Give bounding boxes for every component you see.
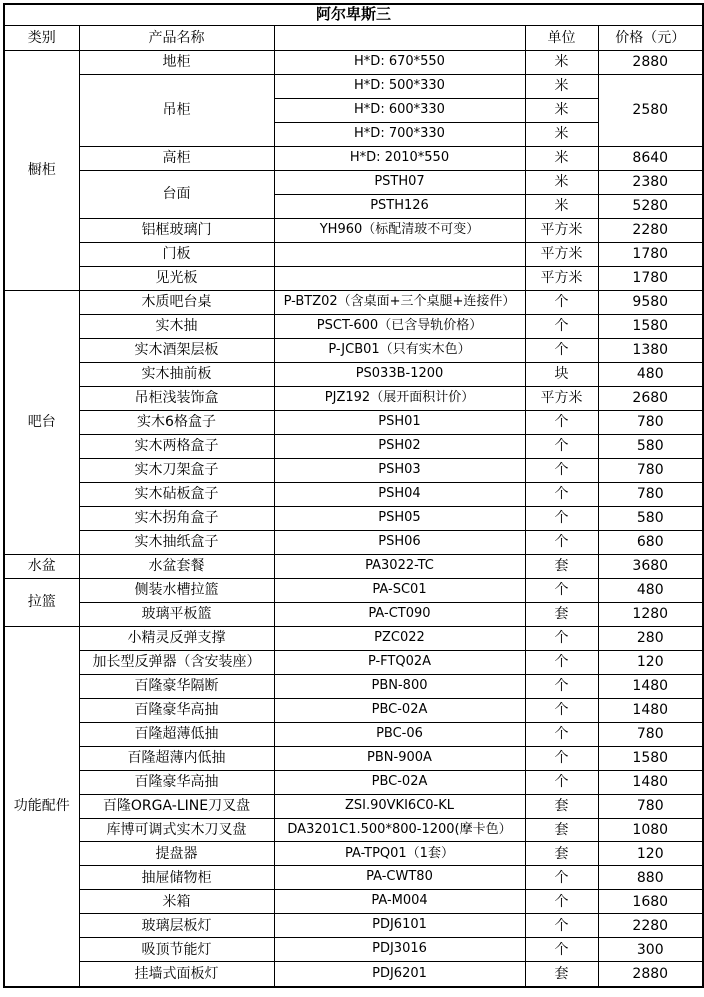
table-row <box>4 770 703 794</box>
unit-cell: 米 <box>525 74 598 98</box>
unit-cell: 个 <box>525 290 598 314</box>
table-row <box>4 746 703 770</box>
price-table-body <box>4 4 703 987</box>
product-cell: 百隆豪华高抽 <box>79 770 274 794</box>
table-row <box>4 434 703 458</box>
price-cell: 880 <box>598 866 703 890</box>
category-cell: 吧台 <box>4 290 79 554</box>
product-cell: 百隆超薄低抽 <box>79 722 274 746</box>
price-cell: 2680 <box>598 386 703 410</box>
price-sheet <box>3 3 704 988</box>
unit-cell: 个 <box>525 578 598 602</box>
spec-cell: ZSI.90VKI6C0-KL <box>274 794 525 818</box>
product-cell: 吊柜浅装饰盒 <box>79 386 274 410</box>
price-cell: 2580 <box>598 74 703 146</box>
spec-cell: PA3022-TC <box>274 554 525 578</box>
spec-cell: PBN-900A <box>274 746 525 770</box>
category-cell: 拉篮 <box>4 578 79 626</box>
unit-cell: 平方米 <box>525 386 598 410</box>
product-cell: 小精灵反弹支撑 <box>79 626 274 650</box>
unit-cell: 米 <box>525 194 598 218</box>
table-row <box>4 266 703 290</box>
unit-cell: 个 <box>525 458 598 482</box>
table-row <box>4 650 703 674</box>
product-cell: 实木抽纸盒子 <box>79 530 274 554</box>
table-row <box>4 410 703 434</box>
table-row <box>4 914 703 938</box>
price-cell: 2280 <box>598 914 703 938</box>
price-cell: 580 <box>598 506 703 530</box>
price-cell: 9580 <box>598 290 703 314</box>
product-cell: 实木酒架层板 <box>79 338 274 362</box>
price-cell: 780 <box>598 722 703 746</box>
price-cell: 480 <box>598 362 703 386</box>
unit-cell: 个 <box>525 866 598 890</box>
unit-cell: 块 <box>525 362 598 386</box>
product-cell: 水盆套餐 <box>79 554 274 578</box>
table-row <box>4 962 703 987</box>
spec-cell: PSH04 <box>274 482 525 506</box>
product-cell: 实木抽 <box>79 314 274 338</box>
table-row <box>4 530 703 554</box>
spec-cell: PS033B-1200 <box>274 362 525 386</box>
table-row <box>4 578 703 602</box>
unit-cell: 个 <box>525 506 598 530</box>
table-row <box>4 506 703 530</box>
unit-cell: 米 <box>525 122 598 146</box>
price-cell: 1480 <box>598 674 703 698</box>
table-row <box>4 362 703 386</box>
product-cell: 加长型反弹器（含安装座） <box>79 650 274 674</box>
unit-cell: 个 <box>525 410 598 434</box>
category-cell: 橱柜 <box>4 51 79 291</box>
unit-cell: 个 <box>525 698 598 722</box>
table-row <box>4 818 703 842</box>
unit-cell: 个 <box>525 314 598 338</box>
spec-cell: PSTH126 <box>274 194 525 218</box>
spec-cell: PSH02 <box>274 434 525 458</box>
product-cell: 铝框玻璃门 <box>79 218 274 242</box>
spec-cell: PA-CWT80 <box>274 866 525 890</box>
category-cell: 水盆 <box>4 554 79 578</box>
table-row <box>4 482 703 506</box>
spec-cell: PA-TPQ01（1套） <box>274 842 525 866</box>
header-unit: 单位 <box>525 26 598 51</box>
table-row <box>4 938 703 962</box>
price-cell: 1580 <box>598 314 703 338</box>
spec-cell <box>274 266 525 290</box>
unit-cell: 套 <box>525 554 598 578</box>
product-cell: 实木刀架盒子 <box>79 458 274 482</box>
unit-cell: 个 <box>525 770 598 794</box>
unit-cell: 个 <box>525 722 598 746</box>
table-row <box>4 338 703 362</box>
unit-cell: 套 <box>525 818 598 842</box>
unit-cell: 平方米 <box>525 242 598 266</box>
table-row <box>4 242 703 266</box>
product-cell: 百隆ORGA-LINE刀叉盘 <box>79 794 274 818</box>
table-row <box>4 386 703 410</box>
price-cell: 680 <box>598 530 703 554</box>
table-row <box>4 722 703 746</box>
price-cell: 780 <box>598 410 703 434</box>
price-cell: 1480 <box>598 698 703 722</box>
unit-cell: 米 <box>525 170 598 194</box>
unit-cell: 个 <box>525 650 598 674</box>
unit-cell: 个 <box>525 914 598 938</box>
spec-cell: P-BTZ02（含桌面+三个桌腿+连接件） <box>274 290 525 314</box>
table-row <box>4 842 703 866</box>
spec-cell: PA-M004 <box>274 890 525 914</box>
price-cell: 300 <box>598 938 703 962</box>
table-row <box>4 626 703 650</box>
table-row <box>4 890 703 914</box>
product-cell: 地柜 <box>79 51 274 75</box>
spec-cell: DA3201C1.500*800-1200(摩卡色） <box>274 818 525 842</box>
product-cell: 门板 <box>79 242 274 266</box>
spec-cell: YH960（标配清玻不可变） <box>274 218 525 242</box>
product-cell: 木质吧台桌 <box>79 290 274 314</box>
price-cell: 1280 <box>598 602 703 626</box>
table-row <box>4 146 703 170</box>
unit-cell: 套 <box>525 602 598 626</box>
unit-cell: 个 <box>525 674 598 698</box>
spec-cell: H*D: 670*550 <box>274 51 525 75</box>
price-cell: 120 <box>598 650 703 674</box>
spec-cell <box>274 242 525 266</box>
spec-cell: PBC-02A <box>274 770 525 794</box>
unit-cell: 个 <box>525 482 598 506</box>
unit-cell: 个 <box>525 434 598 458</box>
unit-cell: 平方米 <box>525 266 598 290</box>
product-cell: 百隆豪华隔断 <box>79 674 274 698</box>
spec-cell: P-FTQ02A <box>274 650 525 674</box>
spec-cell: PBC-02A <box>274 698 525 722</box>
price-cell: 780 <box>598 794 703 818</box>
spec-cell: PSH05 <box>274 506 525 530</box>
table-row <box>4 74 703 98</box>
product-cell: 实木6格盒子 <box>79 410 274 434</box>
price-cell: 2280 <box>598 218 703 242</box>
table-row <box>4 51 703 75</box>
price-cell: 280 <box>598 626 703 650</box>
page-title: 阿尔卑斯三 <box>4 4 703 26</box>
price-cell: 2880 <box>598 51 703 75</box>
spec-cell: PDJ3016 <box>274 938 525 962</box>
unit-cell: 个 <box>525 890 598 914</box>
unit-cell: 个 <box>525 530 598 554</box>
header-product: 产品名称 <box>79 26 274 51</box>
product-cell: 玻璃层板灯 <box>79 914 274 938</box>
unit-cell: 个 <box>525 338 598 362</box>
unit-cell: 米 <box>525 146 598 170</box>
spec-cell: PDJ6101 <box>274 914 525 938</box>
product-cell: 库博可调式实木刀叉盘 <box>79 818 274 842</box>
product-cell: 见光板 <box>79 266 274 290</box>
table-row <box>4 794 703 818</box>
header-spec <box>274 26 525 51</box>
price-cell: 780 <box>598 458 703 482</box>
spec-cell: PA-SC01 <box>274 578 525 602</box>
product-cell: 实木抽前板 <box>79 362 274 386</box>
product-cell: 米箱 <box>79 890 274 914</box>
product-cell: 抽屉储物柜 <box>79 866 274 890</box>
table-row <box>4 218 703 242</box>
category-cell: 功能配件 <box>4 626 79 987</box>
unit-cell: 个 <box>525 746 598 770</box>
spec-cell: PBC-06 <box>274 722 525 746</box>
price-cell: 3680 <box>598 554 703 578</box>
unit-cell: 套 <box>525 962 598 987</box>
product-cell: 提盘器 <box>79 842 274 866</box>
table-row <box>4 602 703 626</box>
spec-cell: H*D: 2010*550 <box>274 146 525 170</box>
spec-cell: PSCT-600（已含导轨价格） <box>274 314 525 338</box>
product-cell: 实木两格盒子 <box>79 434 274 458</box>
table-title-row <box>4 4 703 26</box>
table-row <box>4 866 703 890</box>
product-cell: 挂墙式面板灯 <box>79 962 274 987</box>
product-cell: 高柜 <box>79 146 274 170</box>
table-row <box>4 290 703 314</box>
spec-cell: PSH06 <box>274 530 525 554</box>
product-cell: 百隆超薄内低抽 <box>79 746 274 770</box>
price-cell: 1780 <box>598 266 703 290</box>
unit-cell: 套 <box>525 842 598 866</box>
price-cell: 580 <box>598 434 703 458</box>
unit-cell: 套 <box>525 794 598 818</box>
price-cell: 780 <box>598 482 703 506</box>
spec-cell: PSH01 <box>274 410 525 434</box>
spec-cell: H*D: 500*330 <box>274 74 525 98</box>
product-cell: 百隆豪华高抽 <box>79 698 274 722</box>
product-cell: 实木砧板盒子 <box>79 482 274 506</box>
unit-cell: 米 <box>525 51 598 75</box>
price-cell: 2380 <box>598 170 703 194</box>
product-cell: 台面 <box>79 170 274 218</box>
price-cell: 120 <box>598 842 703 866</box>
unit-cell: 个 <box>525 938 598 962</box>
price-cell: 1080 <box>598 818 703 842</box>
spec-cell: PSH03 <box>274 458 525 482</box>
unit-cell: 米 <box>525 98 598 122</box>
spec-cell: PA-CT090 <box>274 602 525 626</box>
spec-cell: PZC022 <box>274 626 525 650</box>
table-row <box>4 170 703 194</box>
table-row <box>4 674 703 698</box>
table-row <box>4 314 703 338</box>
spec-cell: H*D: 700*330 <box>274 122 525 146</box>
table-row <box>4 698 703 722</box>
unit-cell: 个 <box>525 626 598 650</box>
price-cell: 8640 <box>598 146 703 170</box>
spec-cell: H*D: 600*330 <box>274 98 525 122</box>
spec-cell: PSTH07 <box>274 170 525 194</box>
table-row <box>4 554 703 578</box>
spec-cell: PJZ192（展开面积计价） <box>274 386 525 410</box>
spec-cell: P-JCB01（只有实木色） <box>274 338 525 362</box>
table-row <box>4 458 703 482</box>
price-cell: 5280 <box>598 194 703 218</box>
price-cell: 1680 <box>598 890 703 914</box>
price-cell: 1780 <box>598 242 703 266</box>
product-cell: 吸顶节能灯 <box>79 938 274 962</box>
table-header-row <box>4 26 703 51</box>
spec-cell: PBN-800 <box>274 674 525 698</box>
price-cell: 2880 <box>598 962 703 987</box>
spec-cell: PDJ6201 <box>274 962 525 987</box>
price-cell: 1380 <box>598 338 703 362</box>
product-cell: 侧装水槽拉篮 <box>79 578 274 602</box>
price-table <box>3 3 704 988</box>
product-cell: 玻璃平板篮 <box>79 602 274 626</box>
unit-cell: 平方米 <box>525 218 598 242</box>
price-cell: 480 <box>598 578 703 602</box>
header-price: 价格（元） <box>598 26 703 51</box>
price-cell: 1480 <box>598 770 703 794</box>
price-cell: 1580 <box>598 746 703 770</box>
product-cell: 吊柜 <box>79 74 274 146</box>
header-category: 类别 <box>4 26 79 51</box>
product-cell: 实木拐角盒子 <box>79 506 274 530</box>
